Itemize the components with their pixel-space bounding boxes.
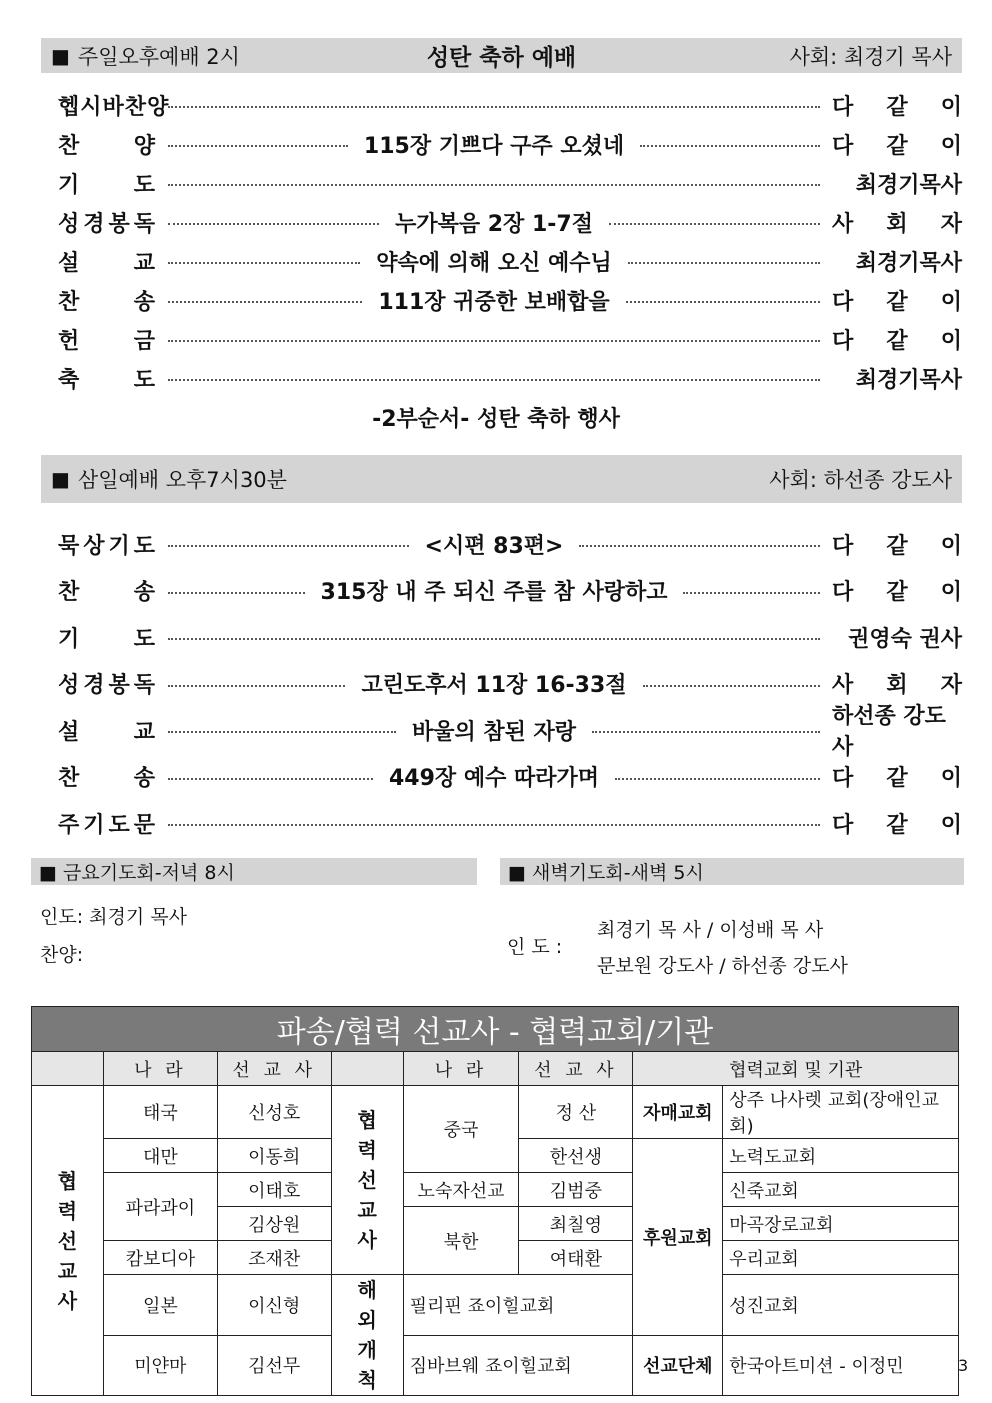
dotted-leader <box>615 778 820 780</box>
order-row <box>58 244 962 278</box>
order-row <box>58 322 962 356</box>
order-label: 찬 송 <box>58 766 156 791</box>
section1-host: 사회: 최경기 목사 <box>789 44 952 69</box>
friday-praise: 찬양: <box>40 944 84 966</box>
church-cell: 성진교회 <box>723 1275 959 1336</box>
church-cell: 우리교회 <box>723 1241 959 1275</box>
order-row <box>58 527 962 561</box>
order-label: 묵 상 기 도 <box>58 533 156 559</box>
order-row <box>58 205 962 239</box>
header-country: 나 라 <box>403 1052 519 1086</box>
church-cell: 마곡장로교회 <box>723 1207 959 1241</box>
left-group-label: 협 력 선 교 사 <box>32 1086 104 1396</box>
order-row <box>58 283 962 317</box>
order-row <box>58 574 962 608</box>
dotted-leader <box>643 685 820 687</box>
order-label: 성 경 봉 독 <box>58 211 156 237</box>
square-bullet-icon: ■ <box>51 467 70 491</box>
order-person: 다 같 이 <box>832 133 962 159</box>
dotted-leader <box>168 824 820 826</box>
header-church: 협력교회 및 기관 <box>633 1052 959 1086</box>
order-label: 찬 송 <box>58 289 156 315</box>
dotted-leader <box>168 545 409 547</box>
dawn-title: ■ 새벽기도회-새벽 5시 <box>508 862 704 884</box>
order-person: 다 같 이 <box>832 580 962 605</box>
order-row <box>58 620 962 654</box>
dotted-leader <box>609 223 820 225</box>
order-label: 설 교 <box>58 719 156 745</box>
overseas-label: 해 외 개 척 <box>331 1275 403 1396</box>
order-person: 다 같 이 <box>832 328 962 354</box>
dotted-leader <box>168 184 820 186</box>
header-missionary: 선 교 사 <box>217 1052 331 1086</box>
mission-org-label: 선교단체 <box>633 1335 723 1396</box>
order-row <box>58 127 962 161</box>
dotted-leader <box>168 262 360 264</box>
header-country: 나 라 <box>103 1052 217 1086</box>
order-label: 기 도 <box>58 626 156 652</box>
order-person: 다 같 이 <box>832 94 962 120</box>
order-label: 찬 송 <box>58 580 156 605</box>
dotted-leader <box>168 731 396 733</box>
section2-time: 삼일예배 오후7시30분 <box>77 468 287 492</box>
order-content: 바울의 참된 자랑 <box>411 719 577 745</box>
order-person: 최경기목사 <box>855 367 962 393</box>
order-row <box>58 361 962 395</box>
support-church-label: 후원교회 <box>633 1139 723 1336</box>
section1-title: 성탄 축하 예배 <box>426 45 577 71</box>
country-cell: 태국 <box>103 1086 217 1139</box>
friday-header <box>31 858 477 885</box>
missions-table <box>31 1006 959 1396</box>
order-label: 헵 시 바 찬 양 <box>58 94 170 120</box>
dawn-line2: 문보원 강도사 / 하선종 강도사 <box>597 955 848 977</box>
dotted-leader <box>640 145 820 147</box>
dotted-leader <box>168 638 820 640</box>
dotted-leader <box>579 545 820 547</box>
section2-host: 사회: 하선종 강도사 <box>769 468 952 492</box>
missionary-cell: 신성호 <box>217 1086 331 1139</box>
order-content: 315장 내 주 되신 주를 참 사랑하고 <box>320 580 668 605</box>
dotted-leader <box>628 262 820 264</box>
order-content: <시편 83편> <box>424 533 564 559</box>
order-person: 권영숙 권사 <box>848 626 962 652</box>
church-cell: 한국아트미션 - 이정민 <box>723 1335 959 1396</box>
country-cell: 일본 <box>103 1275 217 1336</box>
missionary-cell: 정 산 <box>519 1086 633 1139</box>
missionary-cell: 김선무 <box>217 1335 331 1396</box>
order-person: 다 같 이 <box>832 766 962 791</box>
country-cell: 캄보디아 <box>103 1241 217 1275</box>
friday-leader: 인도: 최경기 목사 <box>40 906 187 928</box>
mid-group-label: 협 력 선 교 사 <box>331 1086 403 1275</box>
section1-note: -2부순서- 성탄 축하 행사 <box>372 407 620 432</box>
order-person: 하선종 강도사 <box>832 704 946 760</box>
country-cell: 중국 <box>403 1086 519 1173</box>
section1-header <box>41 38 962 73</box>
dotted-leader <box>168 379 820 381</box>
dotted-leader <box>168 223 379 225</box>
order-label: 성 경 봉 독 <box>58 673 156 698</box>
order-content: 449장 예수 따라가며 <box>389 766 600 791</box>
country-cell: 북한 <box>403 1207 519 1275</box>
church-cell: 상주 나사렛 교회(장애인교회) <box>723 1086 959 1139</box>
overseas-church: 짐바브웨 죠이힐교회 <box>403 1335 633 1396</box>
dotted-leader <box>168 340 820 342</box>
missionary-cell: 이신형 <box>217 1275 331 1336</box>
dotted-leader <box>168 145 348 147</box>
church-cell: 신죽교회 <box>723 1173 959 1207</box>
missionary-cell: 이태호 <box>217 1173 331 1207</box>
order-person: 다 같 이 <box>832 812 962 838</box>
order-row <box>58 704 962 760</box>
overseas-church: 필리핀 죠이힐교회 <box>403 1275 633 1336</box>
country-cell: 미얀마 <box>103 1335 217 1396</box>
section1-time: 주일오후예배 2시 <box>77 44 240 69</box>
order-content: 고린도후서 11장 16-33절 <box>361 673 627 698</box>
dawn-header <box>500 858 964 885</box>
sister-church-label: 자매교회 <box>633 1086 723 1139</box>
dotted-leader <box>592 731 820 733</box>
dotted-leader <box>168 778 373 780</box>
order-label: 축 도 <box>58 367 156 393</box>
missionary-cell: 한선생 <box>519 1139 633 1173</box>
square-bullet-icon: ■ <box>51 43 70 68</box>
order-content: 누가복음 2장 1-7절 <box>395 211 593 237</box>
order-person: 다 같 이 <box>832 289 962 315</box>
order-content: 약속에 의해 오신 예수님 <box>376 250 612 276</box>
dotted-leader <box>168 301 362 303</box>
country-cell: 대만 <box>103 1139 217 1173</box>
country-cell: 파라과이 <box>103 1173 217 1241</box>
order-label: 설 교 <box>58 250 156 276</box>
missions-title: 파송/협력 선교사 - 협력교회/기관 <box>32 1007 959 1052</box>
header-missionary: 선 교 사 <box>519 1052 633 1086</box>
order-person: 최경기목사 <box>855 172 962 198</box>
order-row <box>58 806 962 840</box>
order-label: 기 도 <box>58 172 156 198</box>
missionary-cell: 김범중 <box>519 1173 633 1207</box>
order-content: 111장 귀중한 보배합을 <box>378 289 610 315</box>
order-person: 사 회 자 <box>832 211 962 237</box>
order-label: 찬 양 <box>58 133 156 159</box>
dawn-label: 인 도 : <box>507 936 563 958</box>
missionary-cell: 김상원 <box>217 1207 331 1241</box>
section2-header <box>41 455 962 503</box>
order-row <box>58 667 962 701</box>
dotted-leader <box>168 592 305 594</box>
order-row <box>58 166 962 200</box>
church-cell: 노력도교회 <box>723 1139 959 1173</box>
dotted-leader <box>168 106 820 108</box>
missionary-cell: 여태환 <box>519 1241 633 1275</box>
missionary-cell: 최칠영 <box>519 1207 633 1241</box>
order-row <box>58 760 962 794</box>
friday-title: ■ 금요기도회-저녁 8시 <box>39 862 235 884</box>
dotted-leader <box>626 301 820 303</box>
dawn-line1: 최경기 목 사 / 이성배 목 사 <box>597 919 824 941</box>
order-person: 다 같 이 <box>832 533 962 559</box>
page-number: 3 <box>958 1356 969 1375</box>
order-label: 헌 금 <box>58 328 156 354</box>
country-cell: 노숙자선교 <box>403 1173 519 1207</box>
missionary-cell: 이동희 <box>217 1139 331 1173</box>
order-person: 사 회 자 <box>832 673 962 698</box>
order-label: 주 기 도 문 <box>58 812 156 838</box>
order-content: 115장 기쁘다 구주 오셨네 <box>363 133 625 159</box>
dotted-leader <box>683 592 820 594</box>
missionary-cell: 조재찬 <box>217 1241 331 1275</box>
order-row <box>58 88 962 122</box>
order-person: 최경기목사 <box>855 250 962 276</box>
dotted-leader <box>168 685 345 687</box>
